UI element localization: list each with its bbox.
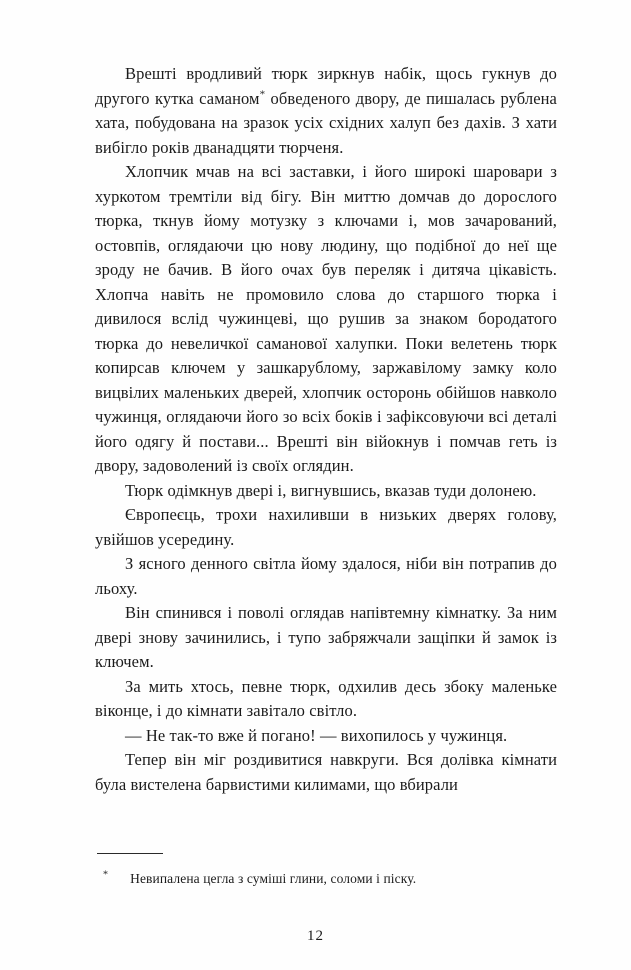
footnote-area	[95, 853, 557, 888]
paragraph: Хлопчик мчав на всі заставки, і його широкі шаровари з хуркотом тремтіли від бігу. Він миттю домчав до дорослого тюрка, ткнув йому мотузку з ключами і, мов зачарований, остовпів, оглядаючи цю нову людину, що подібної до неї ще зроду не бачив. В його очах був переляк і дитяча цікавість. Хлопча навіть не промовило слова до старшого тюрка і дивилося вслід чужинцеві, що рушив за знаком бородатого тюрка до невеличкої саманової халупки. Поки велетень тюрк копирсав ключем у зашкарублому, заржавілому замку коло вицвілих маленьких дверей, хлопчик осторонь обійшов навколо чужинця, оглядаючи його зо всіх боків і зафіксовуючи всі деталі його одягу й постави... Врешті він війокнув і помчав геть із двору, задоволений із своїх оглядин.	[95, 162, 557, 475]
paragraph: — Не так-то вже й погано! — вихопилось у чужинця.	[125, 725, 508, 745]
footnote-text: Невипалена цегла з суміші глини, соломи і піску.	[130, 871, 417, 886]
paragraph: Тепер він міг роздивитися навкруги. Вся долівка кімнати була вистелена барвистими килимами, що вбирали	[95, 750, 557, 794]
page-number: 12	[307, 928, 324, 944]
text-block	[95, 62, 557, 797]
paragraph: Європеєць, трохи нахиливши в низьких дверях голову, увійшов усередину.	[95, 505, 557, 549]
footnote-marker: *	[103, 869, 109, 881]
footnote	[95, 870, 557, 888]
paragraph: Він спинився і поволі оглядав напівтемну кімнатку. За ним двері знову зачинились, і тупо забряжчали защіпки й замок із ключем.	[95, 603, 557, 671]
paragraph	[95, 62, 557, 160]
paragraph: Тюрк одімкнув двері і, вигнувшись, вказав туди долонею.	[125, 480, 537, 500]
paragraph-text: Врешті вродливий тюрк зиркнув набік, щось гукнув до другого кутка саманом	[95, 64, 557, 108]
footnote-rule	[97, 853, 163, 854]
footnote-marker: *	[259, 88, 266, 100]
paragraph-text: обведеного двору, де пишалась рублена хата, побудована на зразок усіх східних халуп без дахів. З хати вибігло років дванадцяти тюрченя.	[95, 88, 557, 157]
paragraph: З ясного денного світла йому здалося, ніби він потрапив до льоху.	[95, 554, 557, 598]
paragraph: За мить хтось, певне тюрк, одхилив десь збоку маленьке віконце, і до кімнати завітало світло.	[95, 676, 557, 720]
